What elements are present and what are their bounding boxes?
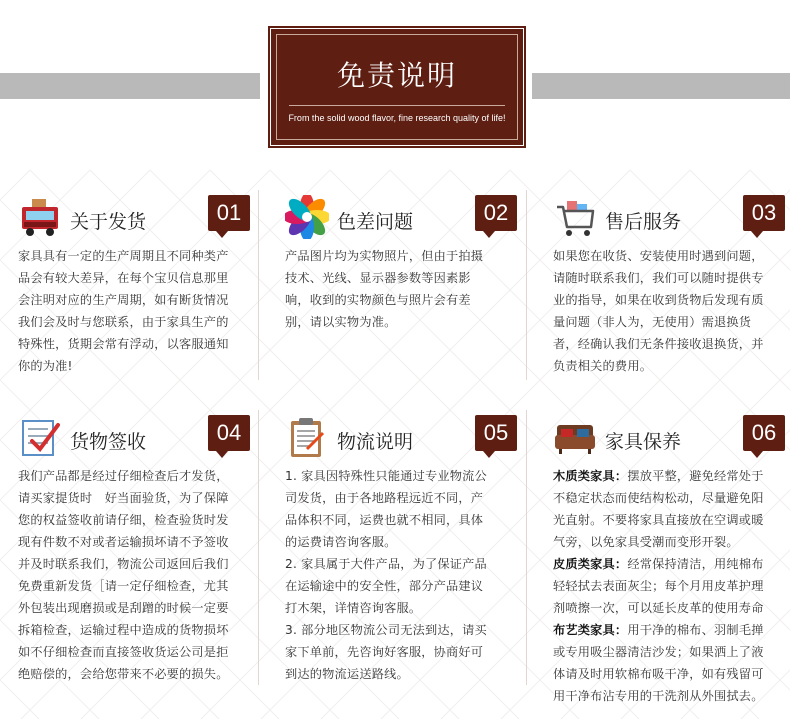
card-text [285, 465, 495, 685]
card-header [553, 405, 790, 465]
card-after-sales [553, 185, 790, 377]
checklist-icon [18, 415, 62, 459]
card-heading: 关于发货 [70, 211, 147, 233]
card-heading: 家具保养 [605, 431, 682, 453]
card-header [285, 405, 525, 465]
card-header [553, 185, 790, 245]
card-receipt [18, 405, 258, 685]
card-number-badge: 03 [743, 195, 785, 231]
card-number-badge: 05 [475, 415, 517, 451]
card-text: 我们产品都是经过仔细检查后才发货，请买家提货时 好当面验货，为了保障您的权益签收前请仔细，检查验货时发现有件数不对或者运输损坏请不予签收并及时联系我们，物流公司返回后我们免费重新发货［请一定仔细检查，尤其外包装出现磨损或是刮蹭的时候一定要拆箱检查，运输过程中造成的货物损坏如不仔细检查而直接签收货运公司是拒绝赔偿的，会给您带来不必要的损失。 [18, 469, 229, 681]
column-divider [526, 190, 527, 380]
delivery-truck-icon [18, 195, 62, 239]
sofa-icon [553, 415, 597, 459]
shopping-cart-icon [553, 195, 597, 239]
item-text: 经常保持清洁，用纯棉布轻轻拭去表面灰尘；每个月用皮革护理剂喷擦一次，可以延长皮革的使用寿命 [553, 557, 764, 615]
card-heading: 物流说明 [337, 431, 414, 453]
item-text: 摆放平整，避免经常处于不稳定状态而使结构松动，尽量避免阳光直射。不要将家具直接放在空调或暖气旁，以免家具受潮而变形开裂。 [553, 469, 764, 549]
item-label: 木质类家具： [553, 469, 628, 483]
card-furniture-care [553, 405, 790, 707]
card-heading: 售后服务 [605, 211, 682, 233]
list-item: 3. 部分地区物流公司无法到达，请买家下单前，先咨询好客服，协商好可到达的物流运送路线。 [285, 623, 487, 681]
card-header [18, 405, 258, 465]
page-title: 免责说明 [336, 59, 457, 92]
item-label: 布艺类家具： [553, 623, 628, 637]
title-banner [270, 28, 524, 146]
card-number-badge: 01 [208, 195, 250, 231]
item-text: 用干净的棉布、羽制毛掸或专用吸尘器清洁沙发；如果洒上了液体请及时用软棉布吸干净，如有残留可用干净布沾专用的干洗剂从外围拭去。 [553, 623, 764, 703]
card-text: 如果您在收货、安装使用时遇到问题，请随时联系我们，我们可以随时提供专业的指导，如果在收到货物后发现有质量问题（非人为，无使用）需退换货者，经确认我们无条件接收退换货，并负责相关的费用。 [553, 249, 764, 373]
card-logistics [285, 405, 525, 685]
page-subtitle: From the solid wood flavor, fine research quality of life! [288, 113, 506, 123]
card-heading: 货物签收 [70, 431, 147, 453]
card-heading: 色差问题 [337, 211, 414, 233]
list-item [553, 619, 765, 707]
list-item [553, 553, 765, 619]
column-divider [258, 410, 259, 685]
card-header [285, 185, 525, 245]
list-item: 2. 家具属于大件产品，为了保证产品在运输途中的安全性，部分产品建议打木架，详情咨询客服。 [285, 557, 487, 615]
column-divider [258, 190, 259, 380]
title-divider [289, 105, 505, 106]
card-text: 家具具有一定的生产周期且不同种类产品会有较大差异，在每个宝贝信息那里会注明对应的生产周期，如有断货情况我们会及时与您联系，由于家具生产的特殊性，货期会常有浮动，以客服通知你的为准! [18, 249, 229, 373]
list-item [553, 465, 765, 553]
card-delivery [18, 185, 258, 377]
card-color-difference [285, 185, 525, 333]
header-left-bar [0, 73, 260, 99]
card-number-badge: 06 [743, 415, 785, 451]
list-item: 1. 家具因特殊性只能通过专业物流公司发货，由于各地路程远近不同，产品体积不同，运费也就不相同，具体的运费请咨询客服。 [285, 469, 487, 549]
item-label: 皮质类家具： [553, 557, 628, 571]
header-right-bar [532, 73, 790, 99]
card-number-badge: 02 [475, 195, 517, 231]
card-header [18, 185, 258, 245]
card-text: 产品图片均为实物照片，但由于拍摄技术、光线、显示器参数等因素影响，收到的实物颜色与照片会有差别，请以实物为准。 [285, 249, 484, 329]
color-wheel-icon [285, 195, 329, 239]
card-number-badge: 04 [208, 415, 250, 451]
card-text [553, 465, 765, 707]
clipboard-icon [285, 415, 329, 459]
column-divider [526, 410, 527, 685]
